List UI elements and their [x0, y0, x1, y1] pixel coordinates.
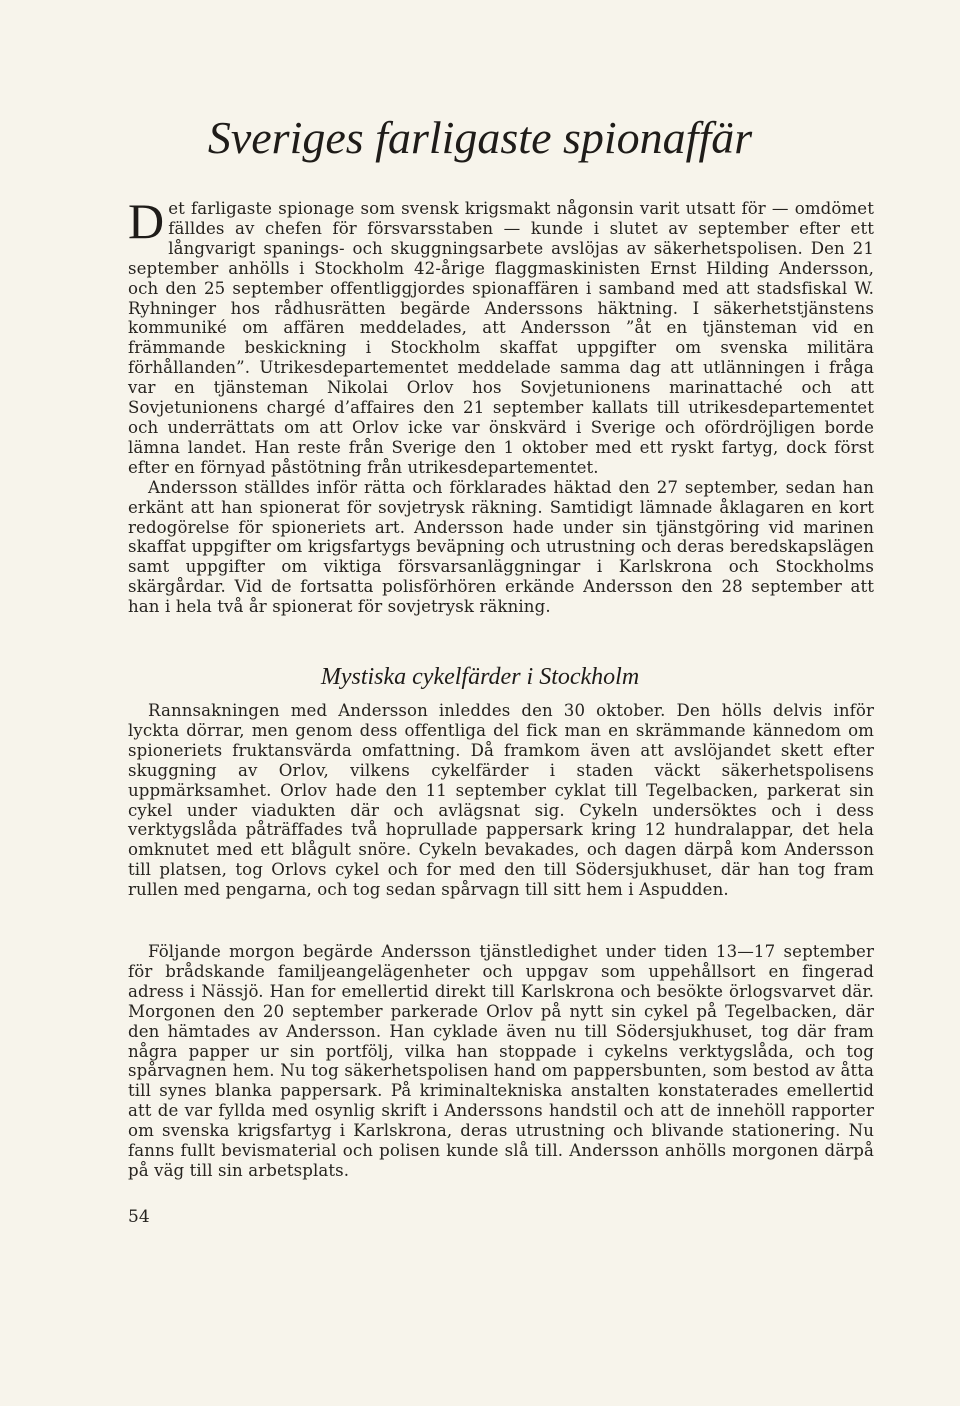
- paragraph-3: Rannsakningen med Andersson inleddes den 30 oktober. Den hölls delvis inför lyckta dörrar, men genom dess offentliga del fick man en skrämmande kännedom om spioneriets fruktansvärda omfattning. Då framkom även att avslöjandet skett efter skuggning av Orlov, vilkens cykelfärder i staden väckt säkerhetspolisens uppmärksamhet. Orlov hade den 11 september cyklat till Tegelbacken, parkerat sin cykel under viadukten där och avlägsnat sig. Cykeln undersöktes och i dess verktygslåda påträffades två hoprullade pappersark kring 12 hundralappar, det hela omknutet med ett blågult snöre. Cykeln bevakades, och dagen därpå kom Andersson till platsen, tog Orlovs cykel och for med den till Södersjukhuset, där han tog fram rullen med pengarna, och tog sedan spårvagn till sitt hem i Aspudden.: [128, 701, 874, 900]
- page-number: 54: [128, 1207, 150, 1227]
- section-subheading: Mystiska cykelfärder i Stockholm: [320, 664, 640, 690]
- article-section-1: [128, 193, 874, 617]
- article-section-3: [128, 942, 874, 1181]
- article-title: Sveriges farligaste spionaffär: [207, 112, 753, 163]
- drop-cap: D: [128, 193, 165, 249]
- paragraph-2: Andersson ställdes inför rätta och förklarades häktad den 27 september, sedan han erkänt att han spionerat för sovjetrysk räkning. Samtidigt lämnade åklagaren en kort redogörelse för spioneriets art. Andersson hade under sin tjänstgöring vid marinen skaffat uppgifter om krigsfartygs beväpning och utrustning och deras beredskapslägen samt uppgifter om viktiga försvarsanläggningar i Karlskrona och Stockholms skärgårdar. Vid de fortsatta polisförhören erkände Andersson den 28 september att han i hela två år spionerat för sovjetrysk räkning.: [128, 477, 874, 617]
- article-section-2: [128, 701, 874, 900]
- intro-paragraph: [128, 193, 874, 478]
- intro-text: et farligaste spionage som svensk krigsmakt någonsin varit utsatt för — omdömet fälldes av chefen för försvarsstaben — kunde i slutet av september efter ett långvarigt spanings- och skuggningsarbete avslöjas av säkerhetspolisen. Den 21 september anhölls i Stockholm 42-årige flaggmaskinisten Ernst Hilding Andersson, och den 25 september offentliggjordes spionaffären i samband med att stadsfiskal W. Ryhninger hos rådhusrätten begärde Anderssons häktning. I säkerhetstjänstens kommuniké om affären meddelades, att Andersson ”åt en tjänsteman vid en främmande beskickning i Stockholm skaffat uppgifter om svenska militära förhållanden”. Utrikesdepartementet meddelade samma dag att utlänningen i fråga var en tjänsteman Nikolai Orlov hos Sovjetunionens marinattaché och att Sovjetunionens chargé d’affaires den 21 september kallats till utrikesdepartementet och underrättats om att Orlov icke var önskvärd i Sverige och ofördröjligen borde lämna landet. Han reste från Sverige den 1 oktober med ett ryskt fartyg, dock först efter en förnyad påstötning från utrikesdepartementet.: [128, 199, 874, 477]
- paragraph-4: Följande morgon begärde Andersson tjänstledighet under tiden 13—17 september för brådskande familjeangelägenheter och uppgav som uppehållsort en fingerad adress i Nässjö. Han for emellertid direkt till Karlskrona och besökte örlogsvarvet där. Morgonen den 20 september parkerade Orlov på nytt sin cykel på Tegelbacken, där den hämtades av Andersson. Han cyklade även nu till Södersjukhuset, tog där fram några papper ur sin portfölj, vilka han stoppade i cykelns verktygslåda, och tog spårvagnen hem. Nu tog säkerhetspolisen hand om pappersbunten, som bestod av åtta till synes blanka pappersark. På kriminaltekniska anstalten konstaterades emellertid att de var fyllda med osynlig skrift i Anderssons handstil och att de innehöll rapporter om svenska krigsfartyg i Karlskrona, deras utrustning och blivande stationering. Nu fanns fullt bevismaterial och polisen kunde slå till. Andersson anhölls morgonen därpå på väg till sin arbetsplats.: [128, 942, 874, 1180]
